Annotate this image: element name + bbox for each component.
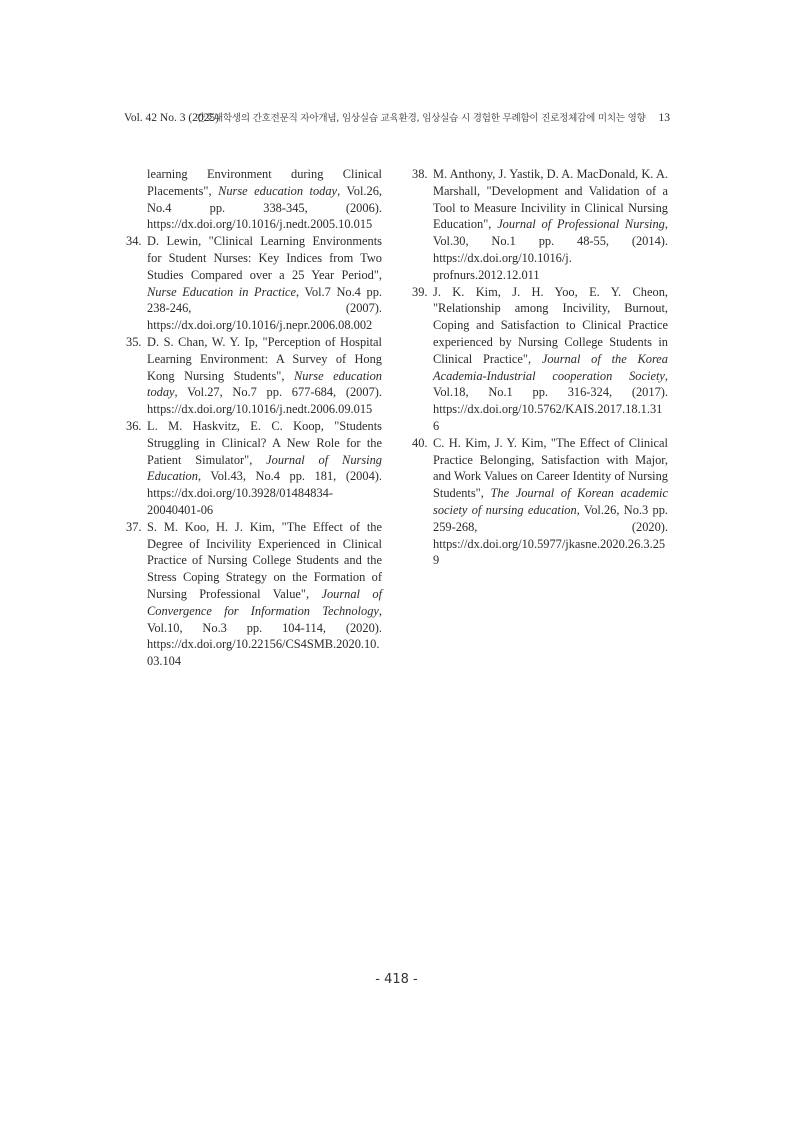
reference-source: Journal of Nursing Education <box>147 452 382 484</box>
running-header <box>124 110 670 126</box>
reference-source: Nurse education today <box>218 183 338 198</box>
page-footer: - 418 - <box>375 972 418 987</box>
left-column <box>126 166 382 670</box>
reference-source: Journal of Professional Nursing <box>497 217 665 232</box>
reference-number: 39. <box>412 284 428 299</box>
right-column <box>412 166 668 569</box>
reference-40: 40. C. H. Kim, J. Y. Kim, "The Effect of Clinical Practice Belonging, Satisfaction with Major, and Work Values on Career Identity of Nursing Students", The Journal of Korean academic society of nursing education, Vol.26, No.3 pp. 259-268, (2020). https://dx.doi.org/10.5977/jkasne.2020.26.3.259 <box>412 435 669 568</box>
running-title: 간호대학생의 간호전문직 자아개념, 임상실습 교육환경, 임상실습 시 경험한 무례함이 진로정체감에 미치는 영향 <box>196 113 646 124</box>
reference-number: 38. <box>412 167 428 181</box>
journal-issue: Vol. 42 No. 3 (2025) <box>124 112 219 124</box>
reference-source: Nurse Education in Practice <box>147 284 297 299</box>
reference-source: Nurse education today <box>147 368 383 400</box>
reference-36: 36. L. M. Haskvitz, E. C. Koop, "Students Struggling in Clinical? A New Role for the Patient Simulator", Journal of Nursing Education, Vol.43, No.4 pp. 181, (2004). https://dx.doi.org/10.3928/01484834-20040401-06 <box>126 418 382 517</box>
reference-35: 35. D. S. Chan, W. Y. Ip, "Perception of Hospital Learning Environment: A Survey of Hong Kong Nursing Students", Nurse education today, Vol.27, No.7 pp. 677-684, (2007). https://dx.doi.org/10.1016/j.nedt.2006.09.015 <box>126 334 383 417</box>
reference-source: Journal of the Korea Academia-Industrial cooperation Society <box>433 351 668 383</box>
reference-number: 35. <box>126 334 142 349</box>
reference-number: 40. <box>412 435 428 450</box>
reference-number: 34. <box>126 234 142 249</box>
header-right <box>196 110 670 127</box>
reference-39: 39. J. K. Kim, J. H. Yoo, E. Y. Cheon, "Relationship among Incivility, Burnout, Coping and Satisfaction to Clinical Practice experienced by Nursing College Students in Clinical Practice", Journal of the Korea Academia-Industrial cooperation Society, Vol.18, No.1 pp. 316-324, (2017). https://dx.doi.org/10.5762/KAIS.2017.18.1.316 <box>412 284 668 433</box>
reference-34: 34. D. Lewin, "Clinical Learning Environments for Student Nurses: Key Indices from Two Studies Compared over a 25 Year Period", Nurse Education in Practice, Vol.7 No.4 pp. 238-246, (2007). https://dx.doi.org/10.1016/j.nepr.2006.08.002 <box>126 234 382 333</box>
header-page-number: 13 <box>658 112 670 124</box>
reference-source: Journal of Convergence for Information Technology <box>147 586 383 618</box>
reference-37: 37. S. M. Koo, H. J. Kim, "The Effect of the Degree of Incivility Experienced in Clinical Practice of Nursing College Students and the Stress Coping Strategy on the Formation of Nursing Professional Value", Journal of Convergence for Information Technology, Vol.10, No.3 pp. 104-114, (2020). https://dx.doi.org/10.22156/CS4SMB.2020.10.03.104 <box>126 519 383 669</box>
reference-38: 38. M. Anthony, J. Yastik, D. A. MacDonald, K. A. Marshall, "Development and Validation of a Tool to Measure Incivility in Clinical Nursing Education", Journal of Professional Nursing, Vol.30, No.1 pp. 48-55, (2014). https://dx.doi.org/10.1016/j. profnurs.2012.12.011 <box>412 167 668 282</box>
reference-source: The Journal of Korean academic society of nursing education <box>433 486 668 517</box>
reference-number: 36. <box>126 418 142 433</box>
reference-continuation: learning Environment during Clinical Placements", Nurse education today, Vol.26, No.4 pp. 338-345, (2006). https://dx.doi.org/10.1016/j.nedt.2005.10.015 <box>147 167 383 232</box>
reference-number: 37. <box>126 519 142 534</box>
